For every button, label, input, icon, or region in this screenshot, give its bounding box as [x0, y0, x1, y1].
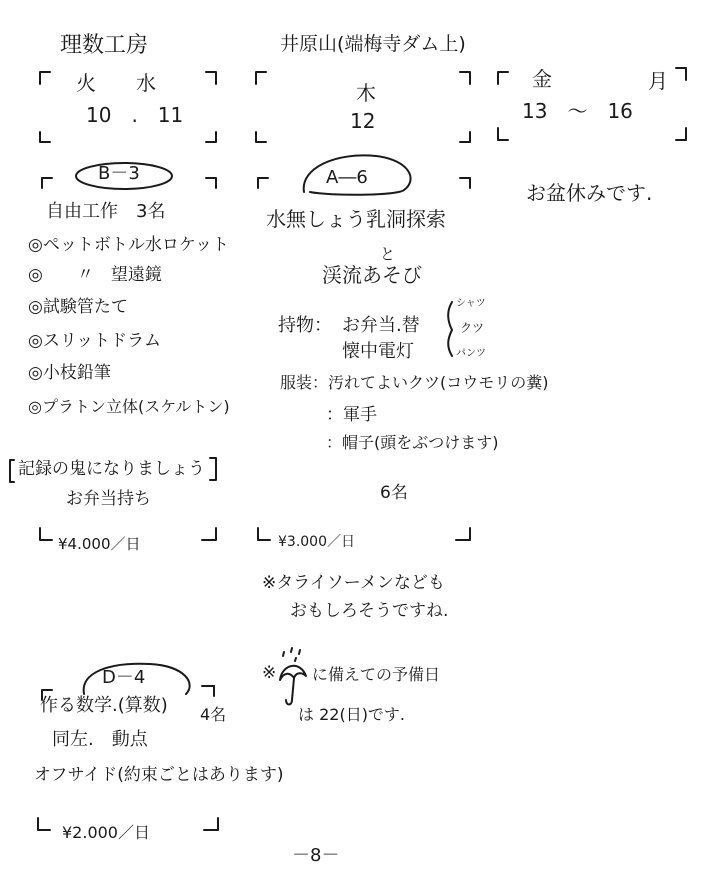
d4-price: ¥2.000／日	[62, 823, 150, 842]
a6-clothes-2: ：軍手	[326, 405, 377, 425]
d4-offside: オフサイド(約束ごとはあります)	[34, 765, 284, 785]
rain-prefix: ※	[262, 663, 277, 683]
b3-item: ◎ 〃 望遠鏡	[28, 265, 162, 285]
right-day-end: 月	[648, 69, 668, 93]
right-day-start: 金	[532, 67, 552, 91]
corner-mark	[10, 460, 14, 482]
corner-mark	[258, 528, 270, 540]
d4-title: 作る数学.(算数)	[40, 695, 168, 716]
corner-mark	[460, 178, 470, 188]
corner-mark	[206, 72, 216, 84]
b3-code: B－3	[98, 163, 140, 184]
corner-mark	[256, 132, 266, 142]
corner-mark	[40, 132, 50, 142]
corner-mark	[258, 178, 268, 188]
rain-dot	[283, 652, 284, 656]
rain-dot	[295, 658, 296, 661]
corner-mark	[40, 528, 52, 540]
corner-mark	[498, 128, 508, 140]
corner-mark	[202, 528, 216, 540]
a6-spare-item: シャツ	[456, 298, 486, 309]
b3-price: ¥4.000／日	[58, 535, 141, 553]
corner-mark	[676, 128, 686, 140]
a6-clothes-3: ：帽子(頭をぶつけます)	[326, 433, 499, 452]
b3-lunch: お弁当持ち	[66, 489, 151, 509]
corner-mark	[460, 132, 470, 142]
corner-mark	[42, 178, 52, 188]
corner-mark	[498, 72, 508, 84]
holiday-note: お盆休みです.	[526, 181, 653, 205]
b3-item: ◎スリットドラム	[28, 331, 161, 351]
a6-bring-label: 持物：	[278, 315, 332, 336]
corner-mark	[206, 178, 216, 188]
header-mid: 井原山(端梅寺ダム上)	[280, 33, 466, 55]
corner-mark	[40, 72, 50, 84]
right-dates: 13 〜 16	[522, 99, 633, 123]
corner-mark	[204, 818, 218, 830]
left-days: 火 水	[76, 71, 156, 95]
a6-title-line1: 水無しょう乳洞探索	[266, 207, 446, 231]
corner-mark	[460, 72, 470, 84]
corner-mark	[206, 132, 216, 142]
corner-mark	[202, 686, 214, 696]
header-left: 理数工房	[60, 33, 149, 58]
corner-mark	[210, 458, 216, 480]
b3-title: 自由工作 3名	[46, 201, 166, 222]
a6-bring-item: 懐中電灯	[342, 341, 414, 362]
umbrella-drawing	[280, 666, 306, 705]
a6-capacity: 6名	[380, 483, 408, 503]
note-line1: ※タライソーメンなども	[262, 573, 445, 593]
a6-title-line2: 渓流あそび	[322, 263, 422, 287]
b3-item: ◎小枝鉛筆	[28, 363, 111, 383]
b3-item: ◎プラトン立体(スケルトン)	[28, 397, 230, 416]
left-dates: 10 . 11	[86, 103, 184, 127]
corner-mark	[676, 68, 686, 80]
note-line2: おもしろそうですね.	[290, 601, 449, 621]
corner-mark	[256, 72, 266, 84]
a6-bring-item: お弁当.替	[342, 315, 420, 336]
a6-price: ¥3.000／日	[278, 534, 355, 550]
b3-slogan: 記録の鬼になりましょう	[18, 459, 205, 479]
a6-spare-item: パンツ	[456, 348, 486, 359]
page-number: －8－	[292, 845, 340, 866]
a6-clothes-line: 服装：汚れてよいクツ(コウモリの糞)	[280, 373, 549, 392]
d4-line2: 同左. 動点	[52, 729, 148, 750]
mid-date: 12	[350, 109, 376, 133]
rain-dot	[291, 648, 292, 652]
corner-mark	[456, 528, 470, 540]
mid-day: 木	[356, 81, 376, 105]
b3-item: ◎試験管たて	[28, 297, 128, 317]
rain-dot	[299, 650, 300, 654]
b3-item: ◎ペットボトル水ロケット	[28, 235, 229, 255]
a6-code: A―6	[326, 167, 368, 188]
rain-line2: は 22(日)です.	[298, 705, 406, 724]
brace-mark	[448, 302, 452, 356]
d4-capacity: 4名	[200, 705, 227, 724]
corner-mark	[38, 818, 50, 830]
rain-text: に備えての予備日	[312, 665, 441, 684]
a6-spare-item: クツ	[460, 321, 485, 335]
a6-title-and: と	[380, 245, 396, 263]
d4-code: D－4	[102, 667, 146, 688]
